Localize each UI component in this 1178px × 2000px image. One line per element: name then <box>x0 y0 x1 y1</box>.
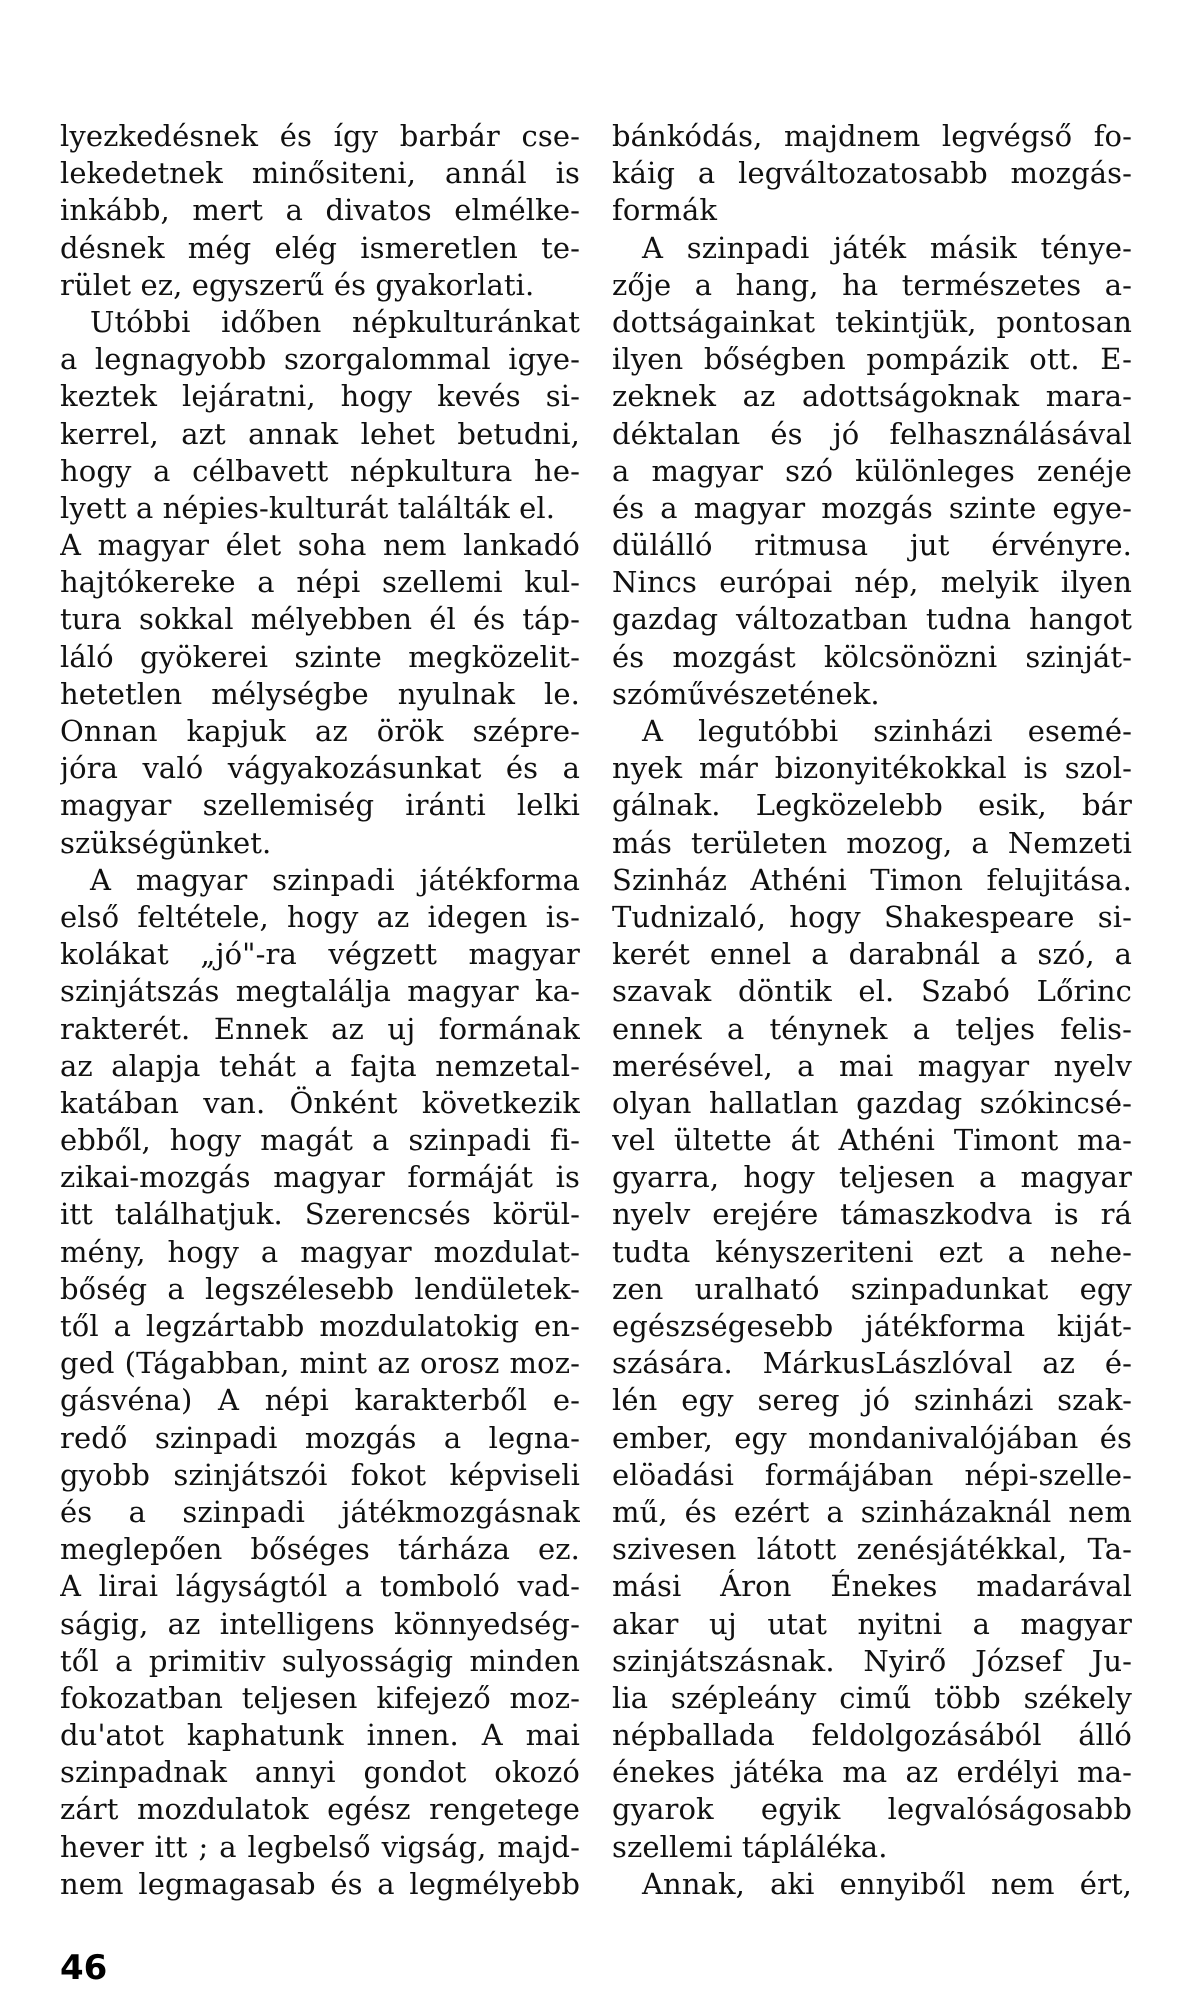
text-line: és mozgást kölcsönözni szinját- <box>612 639 1132 674</box>
text-line: redő szinpadi mozgás a legna- <box>60 1420 580 1455</box>
text-line: lekedetnek minősiteni, annál is <box>60 156 580 191</box>
text-line: lyett a népies-kulturát találták el. <box>60 490 556 525</box>
page-number: 46 <box>60 1948 108 1988</box>
text-line: gásvéna) A népi karakterből e- <box>60 1383 580 1418</box>
text-line: keztek lejáratni, hogy kevés si- <box>60 379 580 414</box>
text-line: rakterét. Ennek az uj formának <box>60 1011 580 1046</box>
text-line: formák <box>612 193 718 228</box>
text-line: magyar szellemiség iránti lelki <box>60 788 580 823</box>
text-line: A lirai lágyságtól a tomboló vad- <box>60 1569 580 1604</box>
text-line: szására. MárkusLászlóval az é- <box>612 1346 1132 1381</box>
text-line: kerét ennel a darabnál a szó, a <box>612 937 1132 972</box>
text-line: szavak döntik el. Szabó Lőrinc <box>612 974 1132 1009</box>
text-line: szellemi tápláléka. <box>612 1829 888 1864</box>
text-line: szóművészetének. <box>612 676 880 711</box>
text-line: Onnan kapjuk az örök szépre- <box>60 714 580 748</box>
text-line: dottságainkat tekintjük, pontosan <box>612 304 1132 339</box>
text-line: szinjátszás megtalálja magyar ka- <box>60 974 580 1009</box>
text-line: hajtókereke a népi szellemi kul- <box>60 565 580 600</box>
text-line: ebből, hogy magát a szinpadi fi- <box>60 1123 580 1158</box>
text-line: bőség a legszélesebb lendületek- <box>60 1271 580 1306</box>
text-line: mény, hogy a magyar mozdulat- <box>60 1234 580 1269</box>
text-line: Nincs európai nép, melyik ilyen <box>612 565 1132 600</box>
left-text-column <box>60 118 580 1903</box>
text-line: ember, egy mondanivalójában és <box>612 1420 1132 1455</box>
text-line: népballada feldolgozásából álló <box>612 1718 1132 1753</box>
text-line: ságig, az intelligens könnyedség- <box>60 1606 580 1641</box>
text-line: nyek már bizonyitékokkal is szol- <box>612 751 1132 786</box>
text-line: A magyar élet soha nem lankadó <box>60 528 580 563</box>
text-line: olyan hallatlan gazdag szókincsé- <box>612 1085 1132 1120</box>
text-line: dülálló ritmusa jut érvényre. <box>612 528 1132 563</box>
text-line: gyarra, hogy teljesen a magyar <box>612 1160 1132 1195</box>
text-line: mű, és ezért a szinházaknál nem <box>612 1494 1132 1529</box>
text-line: az alapja tehát a fajta nemzetal- <box>60 1048 580 1083</box>
text-line: és a magyar mozgás szinte egye- <box>612 490 1132 525</box>
text-line: láló gyökerei szinte megközelit- <box>60 639 580 674</box>
text-line: szükségünket. <box>60 825 272 860</box>
text-line: szinjátszásnak. Nyirő József Ju- <box>612 1643 1132 1678</box>
text-line: fokozatban teljesen kifejező moz- <box>60 1680 580 1715</box>
text-line: gyarok egyik legvalóságosabb <box>612 1792 1132 1827</box>
text-line: gálnak. Legközelebb esik, bár <box>612 788 1132 823</box>
text-line: és a szinpadi játékmozgásnak <box>60 1494 580 1529</box>
text-line: Tudnizaló, hogy Shakespeare si- <box>612 899 1132 934</box>
text-line: gyobb szinjátszói fokot képviseli <box>60 1457 580 1492</box>
text-line: inkább, mert a divatos elmélke- <box>60 193 580 228</box>
text-line: Szinház Athéni Timon felujitása. <box>612 862 1132 897</box>
text-line: egészségesebb játékforma kiját- <box>612 1309 1132 1343</box>
text-line: hetetlen mélységbe nyulnak le. <box>60 676 580 711</box>
text-line: kolákat „jó"-ra végzett magyar <box>60 937 580 972</box>
text-line: itt találhatjuk. Szerencsés körül- <box>60 1197 580 1232</box>
text-line: elöadási formájában népi-szelle- <box>612 1457 1132 1492</box>
text-line: zen uralható szinpadunkat egy <box>612 1271 1132 1306</box>
text-line: zeknek az adottságoknak mara- <box>612 379 1132 414</box>
text-line: vel ültette át Athéni Timont ma- <box>612 1123 1132 1158</box>
text-line: nyelv erejére támaszkodva is rá <box>612 1197 1132 1232</box>
text-line: nem legmagasab és a legmélyebb <box>60 1866 580 1901</box>
text-line: kerrel, azt annak lehet betudni, <box>60 416 580 451</box>
text-line: A szinpadi játék másik ténye- <box>642 230 1132 265</box>
text-line: től a legzártabb mozdulatokig en- <box>60 1309 580 1343</box>
text-line: szinpadnak annyi gondot okozó <box>60 1755 580 1790</box>
text-line: meglepően bőséges tárháza ez. <box>60 1532 580 1567</box>
text-line: káig a legváltozatosabb mozgás- <box>612 156 1132 191</box>
text-line: a magyar szó különleges zenéje <box>612 453 1132 488</box>
text-line: zárt mozdulatok egész rengetege <box>60 1792 580 1827</box>
text-line: mási Áron Énekes madarával <box>612 1569 1132 1604</box>
text-line: katában van. Önként következik <box>60 1085 580 1120</box>
text-line: ged (Tágabban, mint az orosz moz- <box>60 1346 580 1381</box>
text-line: szivesen látott zenésjátékkal, Ta- <box>612 1532 1132 1567</box>
text-line: tura sokkal mélyebben él és táp- <box>60 602 580 637</box>
text-line: merésével, a mai magyar nyelv <box>612 1048 1132 1083</box>
text-line: ennek a ténynek a teljes felis- <box>612 1011 1132 1046</box>
right-text-column <box>612 118 1132 1903</box>
text-line: más területen mozog, a Nemzeti <box>612 825 1132 860</box>
text-line: tudta kényszeriteni ezt a nehe- <box>612 1234 1132 1269</box>
text-line: lia szépleány cimű több székely <box>612 1680 1132 1715</box>
text-line: Annak, aki ennyiből nem ért, <box>642 1866 1132 1901</box>
text-line: désnek még elég ismeretlen te- <box>60 230 580 265</box>
text-line: zője a hang, ha természetes a- <box>612 267 1132 302</box>
text-line: déktalan és jó felhasználásával <box>612 416 1132 451</box>
text-line: től a primitiv sulyosságig minden <box>60 1643 580 1678</box>
text-line: hever itt ; a legbelső vigság, majd- <box>60 1829 580 1864</box>
text-line: A legutóbbi szinházi esemé- <box>642 714 1132 748</box>
text-line: első feltétele, hogy az idegen is- <box>60 899 580 934</box>
text-line: a legnagyobb szorgalommal igye- <box>60 342 580 377</box>
text-line: akar uj utat nyitni a magyar <box>612 1606 1132 1641</box>
text-line: lyezkedésnek és így barbár cse- <box>60 119 580 153</box>
text-line: zikai-mozgás magyar formáját is <box>60 1160 580 1195</box>
text-line: gazdag változatban tudna hangot <box>612 602 1132 637</box>
text-line: A magyar szinpadi játékforma <box>90 862 580 897</box>
text-line: lén egy sereg jó szinházi szak- <box>612 1383 1132 1418</box>
text-line: hogy a célbavett népkultura he- <box>60 453 580 488</box>
text-line: jóra való vágyakozásunkat és a <box>60 751 580 786</box>
text-line: ilyen bőségben pompázik ott. E- <box>612 342 1132 377</box>
text-line: du'atot kaphatunk innen. A mai <box>60 1718 580 1753</box>
text-line: énekes játéka ma az erdélyi ma- <box>612 1755 1132 1790</box>
text-line: Utóbbi időben népkulturánkat <box>90 304 580 339</box>
text-line: rület ez, egyszerű és gyakorlati. <box>60 267 535 302</box>
text-line: bánkódás, majdnem legvégső fo- <box>612 119 1132 153</box>
